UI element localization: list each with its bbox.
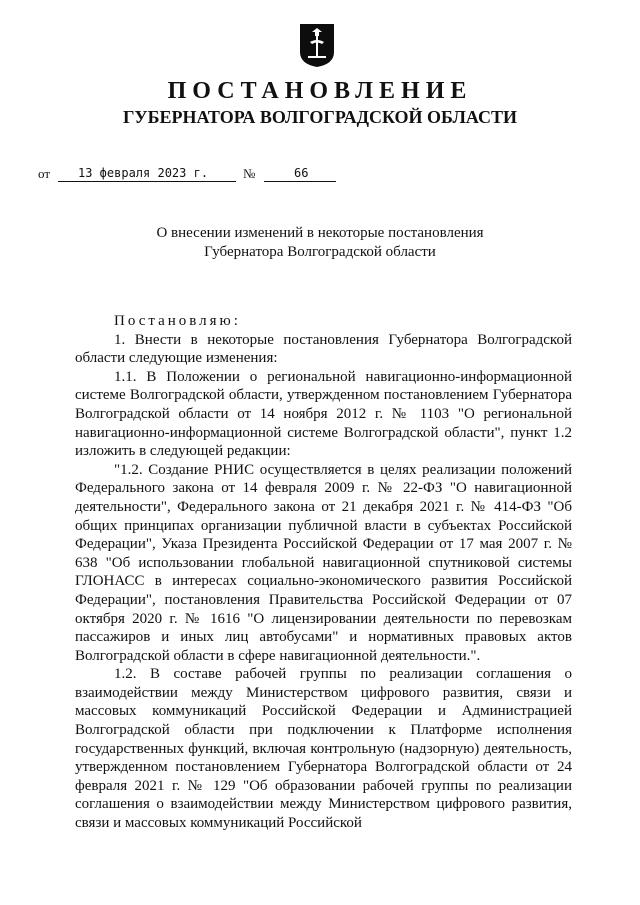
number-value: 66 <box>264 164 336 182</box>
document-subject <box>0 224 640 262</box>
document-issuer: ГУБЕРНАТОРА ВОЛГОГРАДСКОЙ ОБЛАСТИ <box>122 107 518 127</box>
document-body <box>75 312 572 833</box>
coat-of-arms-icon <box>298 22 336 68</box>
date-value: 13 февраля 2023 г. <box>58 164 236 182</box>
number-label: № <box>243 166 256 181</box>
subject-line: Губернатора Волгоградской области <box>204 244 436 260</box>
paragraph-1: 1. Внести в некоторые постановления Губернатора Волгоградской области следующие изменения: <box>75 331 572 367</box>
document-meta <box>38 164 338 184</box>
date-label: от <box>38 166 51 181</box>
document-type-title: ПОСТАНОВЛЕНИЕ <box>167 78 473 104</box>
paragraph-1-1-quote: "1.2. Создание РНИС осуществляется в целях реализации положений Федерального закона от 14 февраля 2009 г. № 22-ФЗ "О навигационной деятельности", Федерального закона от 21 декабря 2021 г. № 414-ФЗ "Об общих принципах организации публичной власти в субъектах Российской Федерации", Указа Президента Российской Федерации от 17 мая 2007 г. № 638 "Об использовании глобальной навигационной спутниковой системы ГЛОНАСС в интересах социально-экономического развития Российской Федерации", постановления Правительства Российской Федерации от 07 октября 2020 г. № 1616 "О лицензировании деятельности по перевозкам пассажиров и иных лиц автобусами" и нормативных правовых актов Волгоградской области в сфере навигационной деятельности.". <box>75 461 572 664</box>
subject-line: О внесении изменений в некоторые постановления <box>156 225 484 241</box>
paragraph-1-2: 1.2. В составе рабочей группы по реализации соглашения о взаимодействии между Министерством цифрового развития, связи и массовых коммуникаций Российской Федерации и Администрацией Волгоградской области при подключении к Платформе исполнения государственных функций, включая контрольную (надзорную) деятельность, утвержденном постановлением Губернатора Волгоградской области от 24 февраля 2021 г. № 129 "Об образовании рабочей группы по реализации соглашения о взаимодействии между Министерством цифрового развития, связи и массовых коммуникаций Российской <box>75 666 572 832</box>
decree-word: Постановляю: <box>114 313 241 329</box>
paragraph-1-1: 1.1. В Положении о региональной навигационно-информационной системе Волгоградской области, утвержденном постановлением Губернатора Волгоградской области от 14 ноября 2012 г. № 1103 "О региональной навигационно-информационной системе Волгоградской области", пункт 1.2 изложить в следующей редакции: <box>75 368 572 460</box>
